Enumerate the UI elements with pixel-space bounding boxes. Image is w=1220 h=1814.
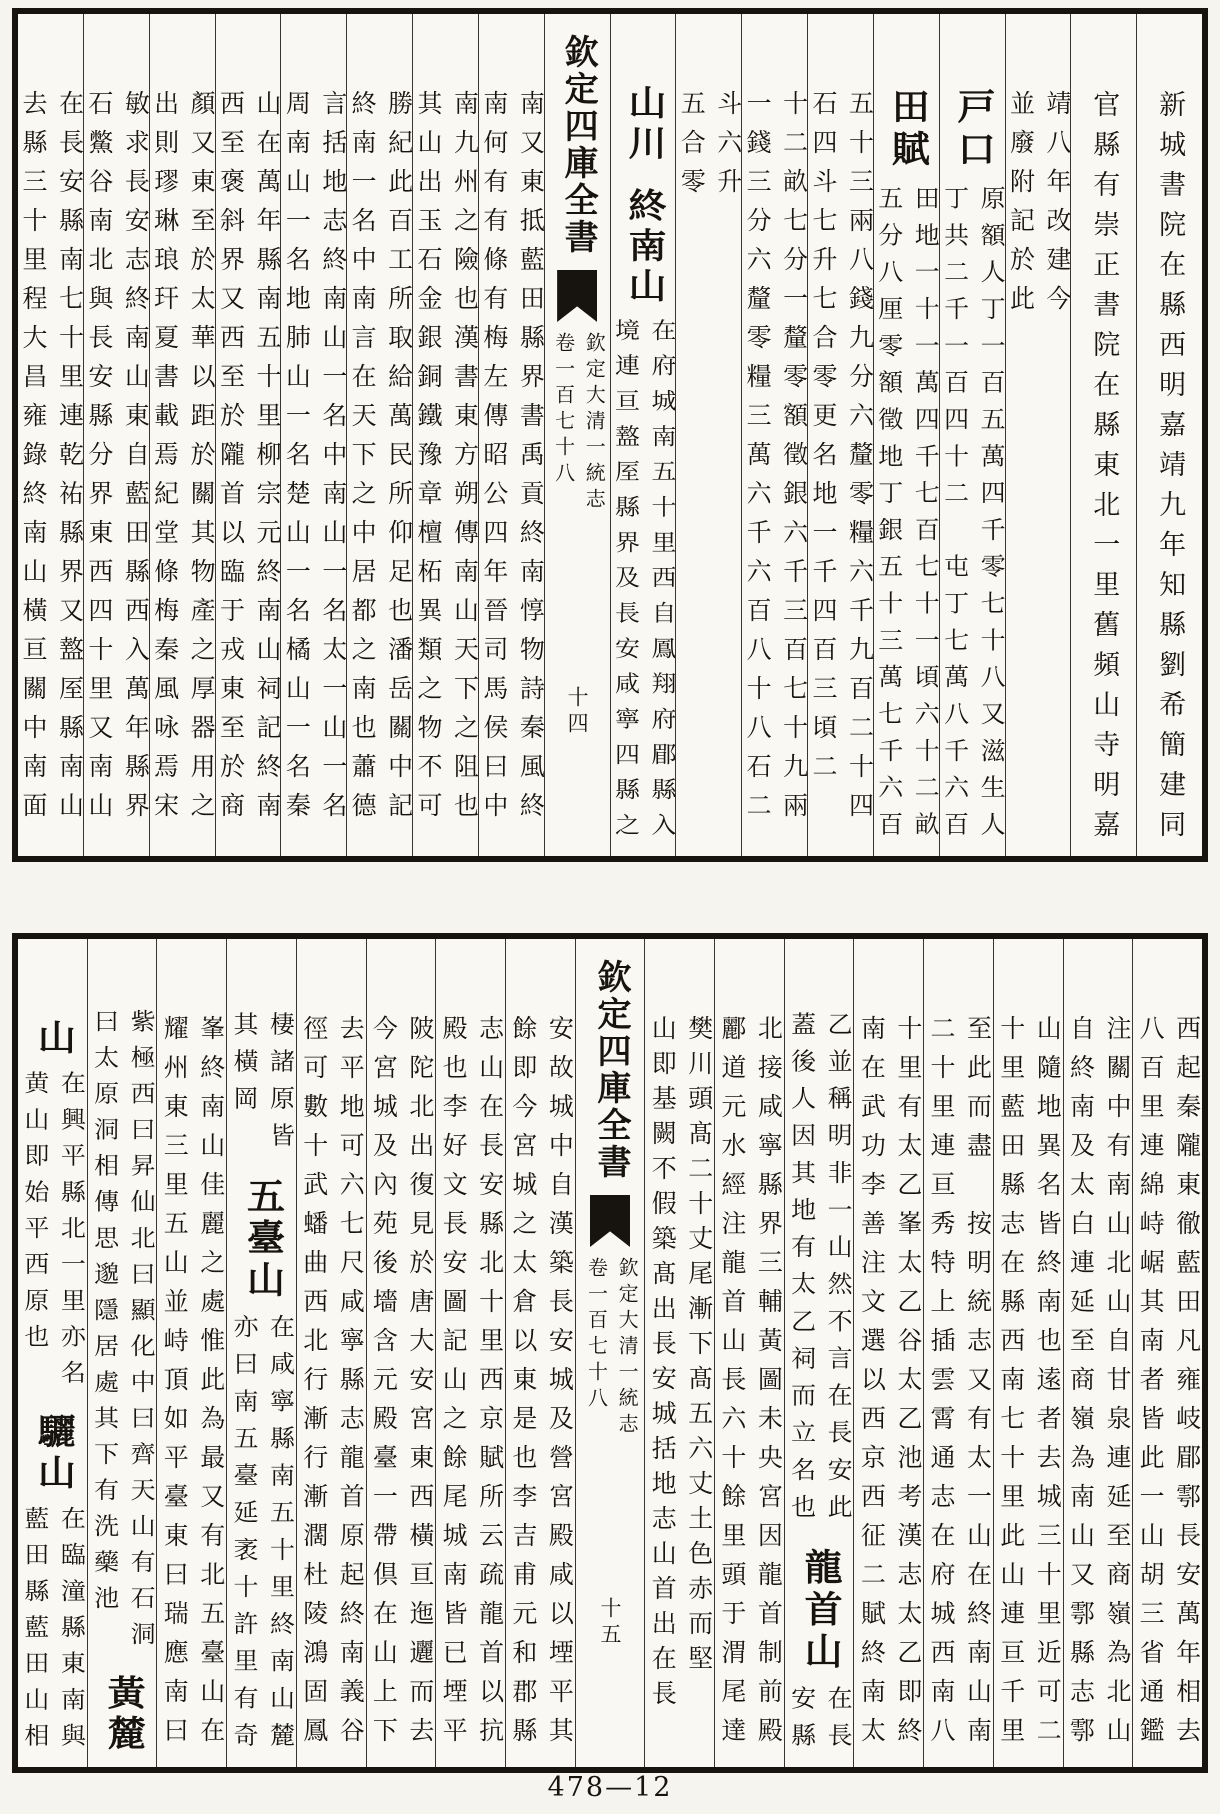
annotation-half-right: 在長 xyxy=(824,1685,852,1760)
text-column xyxy=(1006,14,1072,856)
text-column xyxy=(854,939,924,1767)
text-column xyxy=(413,14,479,856)
column-content xyxy=(994,939,1063,1764)
text-column xyxy=(150,14,216,856)
annotation-half-left: 五合零 xyxy=(677,90,705,207)
text-column xyxy=(157,939,227,1767)
text-column xyxy=(506,939,576,1767)
annotation-half-left: 並廢附記於此 xyxy=(1006,90,1034,324)
text-column xyxy=(347,14,413,856)
text-column xyxy=(297,939,367,1767)
column-content xyxy=(676,14,741,215)
page-block-bottom xyxy=(12,933,1208,1773)
annotation-half-right: 安故城中自漢築長安城及營宮殿咸以堙平其 xyxy=(545,1015,573,1756)
annotation-half-right: 敏求長安志終南山東自藍田縣西入萬年縣界 xyxy=(121,90,149,831)
annotation-pair xyxy=(926,1015,992,1756)
annotation-half-left: 徑可數十武蟠曲西北行漸行漸濶杜陵鴻固鳳 xyxy=(299,1015,327,1756)
annotation-pair xyxy=(856,1015,922,1756)
column-content xyxy=(227,939,296,1767)
column-content xyxy=(506,939,575,1764)
column-content xyxy=(1137,14,1202,850)
text-column xyxy=(994,939,1064,1767)
column-content xyxy=(18,939,87,1767)
page-number-footer: 478—12 xyxy=(547,1772,673,1803)
annotation-half-left: 蓋後人因其地有太乙祠而立名也 xyxy=(787,1011,815,1532)
text-column xyxy=(676,14,742,856)
banxin-volume-pair xyxy=(583,1257,637,1439)
folio-number: 十四 xyxy=(565,686,590,738)
entry-name: 驪山 xyxy=(31,1413,74,1495)
text-column xyxy=(84,14,150,856)
annotation-half-right: 在興平縣北一里亦名 xyxy=(57,1070,85,1397)
annotation-half-right: 峯終南山佳麗之處惟此為最又有北五臺山在 xyxy=(196,1015,224,1756)
text-column xyxy=(940,14,1006,856)
section-header: 田賦 xyxy=(885,87,928,173)
annotation-half-right: 注關中有南山北山自甘泉連延至商嶺為北山 xyxy=(1102,1015,1130,1756)
column-content xyxy=(157,939,226,1764)
juan-number: 卷一百七十八 xyxy=(584,1257,607,1413)
annotation-half-right: 至此而盡 按明統志又有太一山在終南山南 xyxy=(963,1015,991,1756)
annotation-half-right: 志山在長安縣北十里西京賦所云疏龍首以抗 xyxy=(475,1015,503,1756)
column-content xyxy=(297,939,366,1764)
column-content xyxy=(874,14,939,856)
annotation-half-left: 五分八厘零額徵地丁銀五十三萬七千六百 xyxy=(874,185,902,849)
annotation-half-left: 西至褒斜界又西至於隴首以臨于戎東至於商 xyxy=(216,90,244,831)
annotation-half-right: 靖八年改建今 xyxy=(1042,90,1070,324)
annotation-half-right: 南九州之險也漢書東方朔傳南山天下之阻也 xyxy=(450,90,478,831)
annotation-pair xyxy=(229,1314,295,1760)
column-content xyxy=(545,14,610,856)
folio-number: 十五 xyxy=(598,1597,623,1649)
column-content xyxy=(1133,939,1202,1764)
annotation-pair xyxy=(716,1015,782,1756)
annotation-pair xyxy=(647,1015,713,1715)
annotation-pair xyxy=(150,90,215,831)
annotation-pair xyxy=(940,186,1005,849)
annotation-pair xyxy=(1006,90,1071,324)
column-content xyxy=(854,939,923,1764)
column-content xyxy=(150,14,215,839)
annotation-half-left: 亦曰南五臺延袤十許里有奇 xyxy=(230,1314,257,1760)
text-column xyxy=(216,14,282,856)
column-content xyxy=(576,939,645,1767)
annotation-half-left: 黄山即始平西原也 xyxy=(20,1070,48,1361)
annotation-half-left: 石四斗七升七合零更名地一千四百三頃二 xyxy=(808,90,836,792)
annotation-half-right: 紫極西曰昇仙北曰顯化中曰齊天山有石洞 xyxy=(127,1009,155,1658)
annotation-pair xyxy=(507,1015,573,1756)
annotation-half-left: 其山出玉石金銀銅鐵豫章檀柘異類之物不可 xyxy=(413,90,441,831)
annotation-pair xyxy=(438,1015,504,1756)
annotation-pair xyxy=(347,90,412,831)
column-content xyxy=(1064,939,1133,1764)
text-column xyxy=(227,939,297,1767)
annotation-half-right: 五十三兩八錢九分六釐零糧六千九百二十四 xyxy=(845,90,873,831)
entry-name: 山 xyxy=(31,1018,74,1060)
single-text-column: 官縣有崇正書院在縣東北一里舊頻山寺明嘉 xyxy=(1089,90,1120,850)
entry-name: 龍首山 xyxy=(798,1548,841,1674)
text-column xyxy=(18,14,84,856)
annotation-pair xyxy=(808,90,873,831)
annotation-half-left: 境連亘盩厔縣界及長安咸寧四縣之 xyxy=(611,318,639,849)
annotation-half-right: 在府城南五十里西自鳳翔府郿縣入 xyxy=(647,318,675,849)
annotation-pair xyxy=(368,1015,434,1756)
annotation-half-right: 田地一十一萬四千七百七十一頃六十二畝 xyxy=(911,185,939,849)
section-header: 戸口 xyxy=(951,87,994,173)
text-column xyxy=(808,14,874,856)
banxin-volume-pair xyxy=(550,332,604,514)
column-content xyxy=(281,14,346,839)
annotation-half-right: 南又東抵藍田縣界書禹貢終南惇物詩秦風終 xyxy=(516,90,544,831)
column-content xyxy=(611,14,676,856)
text-column xyxy=(645,939,715,1767)
annotation-half-right: 在咸寧縣南五十里終南山麓 xyxy=(266,1314,294,1760)
annotation-pair xyxy=(742,90,807,831)
annotation-half-right: 陂陀北出復見於唐大安宮東西橫亘迤邐而去 xyxy=(405,1015,433,1756)
text-column xyxy=(924,939,994,1767)
banxin-column xyxy=(576,939,646,1767)
column-content xyxy=(479,14,544,839)
annotation-half-right: 山在萬年縣南五十里柳宗元終南山祠記終南 xyxy=(253,90,280,831)
annotation-pair xyxy=(611,318,676,848)
annotation-pair xyxy=(786,1011,852,1531)
entry-name: 終南山 xyxy=(621,187,664,308)
fishtail-mark xyxy=(557,270,597,322)
annotation-pair xyxy=(89,1009,155,1658)
column-content xyxy=(1006,14,1071,332)
column-content xyxy=(715,939,784,1764)
text-column xyxy=(1064,939,1134,1767)
annotation-pair xyxy=(479,90,544,831)
page-block-top xyxy=(12,8,1208,862)
column-content xyxy=(742,14,807,839)
column-content xyxy=(88,939,157,1767)
section-header: 山川 xyxy=(621,84,664,167)
annotation-half-left: 丁共二千一百四十二 屯丁七萬八千六百 xyxy=(940,185,968,849)
annotation-half-right: 十里有太乙峯太乙谷太乙池考漢志太乙即終 xyxy=(893,1015,921,1756)
annotation-half-left: 二十里連亘秀特上插雲霄通志在府城西南八 xyxy=(927,1015,955,1756)
text-column xyxy=(1133,939,1202,1767)
column-content xyxy=(436,939,505,1764)
book-title: 欽定大清一統志 xyxy=(615,1257,638,1439)
annotation-pair xyxy=(676,90,741,207)
column-content xyxy=(940,14,1005,856)
annotation-half-right: 在臨潼縣東南與 xyxy=(57,1506,85,1760)
entry-name: 五臺山 xyxy=(240,1177,283,1303)
annotation-half-right: 顏又東至於太華以距於關其物產之厚器用之 xyxy=(187,90,215,831)
banxin-title: 欽定四庫全書 xyxy=(592,959,630,1181)
annotation-half-left: 今宮城及內苑後墻含元殿臺一帶倶在山上下 xyxy=(369,1015,397,1756)
column-content xyxy=(413,14,478,839)
annotation-pair xyxy=(874,186,939,849)
annotation-pair xyxy=(995,1015,1061,1756)
annotation-half-left: 南何有有條有梅左傳昭公四年晉司馬侯曰中 xyxy=(479,90,507,831)
annotation-pair xyxy=(413,90,478,831)
column-content xyxy=(645,939,714,1723)
annotation-half-right: 在長安縣南七十里連乾祐縣界又盩厔縣南山 xyxy=(55,90,83,831)
entry-name: 黃麓 xyxy=(101,1674,144,1756)
annotation-half-left: 十里藍田縣志在縣西南七十里此山連亘千里 xyxy=(996,1015,1024,1756)
annotation-pair xyxy=(281,90,346,831)
fishtail-mark xyxy=(590,1195,630,1247)
text-column xyxy=(479,14,545,856)
annotation-half-right: 乙並稱明非一山然不言在長安此 xyxy=(824,1011,852,1532)
text-column xyxy=(742,14,808,856)
annotation-half-left: 南在武功李善注文選以西京西征二賦終南太 xyxy=(857,1015,885,1756)
column-content xyxy=(1071,14,1136,850)
columns-top xyxy=(18,14,1202,856)
annotation-half-left: 周南山一名地肺山一名楚山一名橘山一名秦 xyxy=(282,90,310,831)
annotation-half-left: 石鱉谷南北與長安縣分界東西四十里又南山 xyxy=(84,90,112,831)
annotation-half-right: 勝紀此百工所取給萬民所仰足也潘岳關中記 xyxy=(384,90,412,831)
annotation-half-left: 終南一名中南言在天下之中居都之南也蕭德 xyxy=(348,90,376,831)
annotation-half-right: 斗六升 xyxy=(713,90,741,207)
annotation-half-right: 原額人丁一百五萬四千零七十八又滋生人 xyxy=(977,185,1005,849)
annotation-half-right: 十二畝七分一釐零額徵銀六千三百七十九兩 xyxy=(779,90,807,831)
annotation-half-left: 殿也李好文長安圖記山之餘尾城南皆已堙平 xyxy=(439,1015,467,1756)
annotation-half-right: 樊川頭髙二十丈尾漸下髙五六丈土色赤而堅 xyxy=(684,1015,712,1680)
annotation-half-left: 酈道元水經注龍首山長六十餘里頭于渭尾達 xyxy=(717,1015,745,1756)
annotation-half-left: 八百里連綿峙崌其南者皆此一山胡三省通鑑 xyxy=(1136,1015,1164,1756)
text-column xyxy=(436,939,506,1767)
column-content xyxy=(785,939,854,1767)
annotation-half-left: 一錢三分六釐零糧三萬六千六百八十八石二 xyxy=(743,90,771,831)
annotation-half-right: 棲諸原皆 xyxy=(266,1011,294,1160)
text-column xyxy=(874,14,940,856)
text-column xyxy=(785,939,855,1767)
annotation-pair xyxy=(159,1015,225,1756)
juan-number: 卷一百七十八 xyxy=(551,332,574,488)
text-column xyxy=(367,939,437,1767)
annotation-half-right: 去平地可六七尺咸寧縣志龍首原起終南義谷 xyxy=(336,1015,364,1756)
single-text-column: 新城書院在縣西明嘉靖九年知縣劉希簡建同 xyxy=(1155,90,1186,850)
banxin-column xyxy=(545,14,611,856)
annotation-pair xyxy=(18,90,83,831)
annotation-half-left: 出則璆琳琅玕夏書載焉紀堂條梅秦風咏焉宋 xyxy=(150,90,178,831)
annotation-half-left: 藍田縣藍田山相 xyxy=(20,1506,48,1760)
annotation-half-left: 自終南及太白連延至商嶺為南山又鄠縣志鄠 xyxy=(1066,1015,1094,1756)
column-content xyxy=(367,939,436,1764)
annotation-half-left: 曰太原洞相傳思邈隱居處其下有洗藥池 xyxy=(90,1009,118,1622)
annotation-half-left: 安縣 xyxy=(787,1685,815,1760)
text-column xyxy=(611,14,677,856)
text-column xyxy=(18,939,88,1767)
column-content xyxy=(18,14,83,839)
text-column xyxy=(1137,14,1202,856)
annotation-pair xyxy=(84,90,149,831)
column-content xyxy=(84,14,149,839)
annotation-pair xyxy=(298,1015,364,1756)
annotation-half-left: 餘即今宮城之太倉以東是也李吉甫元和郡縣 xyxy=(508,1015,536,1756)
column-content xyxy=(347,14,412,839)
annotation-pair xyxy=(229,1011,295,1160)
annotation-half-right: 西起秦隴東徹藍田凡雍岐郿鄠長安萬年相去 xyxy=(1172,1015,1200,1756)
column-content xyxy=(216,14,281,839)
book-title: 欽定大清一統志 xyxy=(582,332,605,514)
annotation-pair xyxy=(19,1071,85,1397)
annotation-half-right: 山隨地異名皆終南也逺者去城三十里近可二 xyxy=(1033,1015,1061,1756)
annotation-half-left: 去縣三十里程大昌雍錄終南山橫亘關中南面 xyxy=(19,90,47,831)
column-content xyxy=(924,939,993,1764)
annotation-half-right: 言括地志終南山一名中南山一名太一山一名 xyxy=(318,90,346,831)
text-column xyxy=(715,939,785,1767)
annotation-pair xyxy=(216,90,281,831)
column-content xyxy=(808,14,873,839)
annotation-half-left: 耀州東三里五山並峙頂如平臺東曰瑞應南曰 xyxy=(160,1015,188,1756)
columns-bottom xyxy=(18,939,1202,1767)
annotation-pair xyxy=(1135,1015,1201,1756)
annotation-half-right: 北接咸寧縣界三輔黃圖未央宮因龍首制前殿 xyxy=(754,1015,782,1756)
annotation-pair xyxy=(786,1685,852,1759)
text-column xyxy=(1071,14,1137,856)
text-column xyxy=(281,14,347,856)
banxin-title: 欽定四庫全書 xyxy=(559,34,597,256)
text-column xyxy=(88,939,158,1767)
annotation-half-left: 山即基闕不假築髙出長安城括地志山首出在長 xyxy=(648,1015,676,1715)
annotation-half-left: 其橫岡 xyxy=(230,1011,257,1123)
annotation-pair xyxy=(19,1506,85,1759)
annotation-pair xyxy=(1065,1015,1131,1756)
